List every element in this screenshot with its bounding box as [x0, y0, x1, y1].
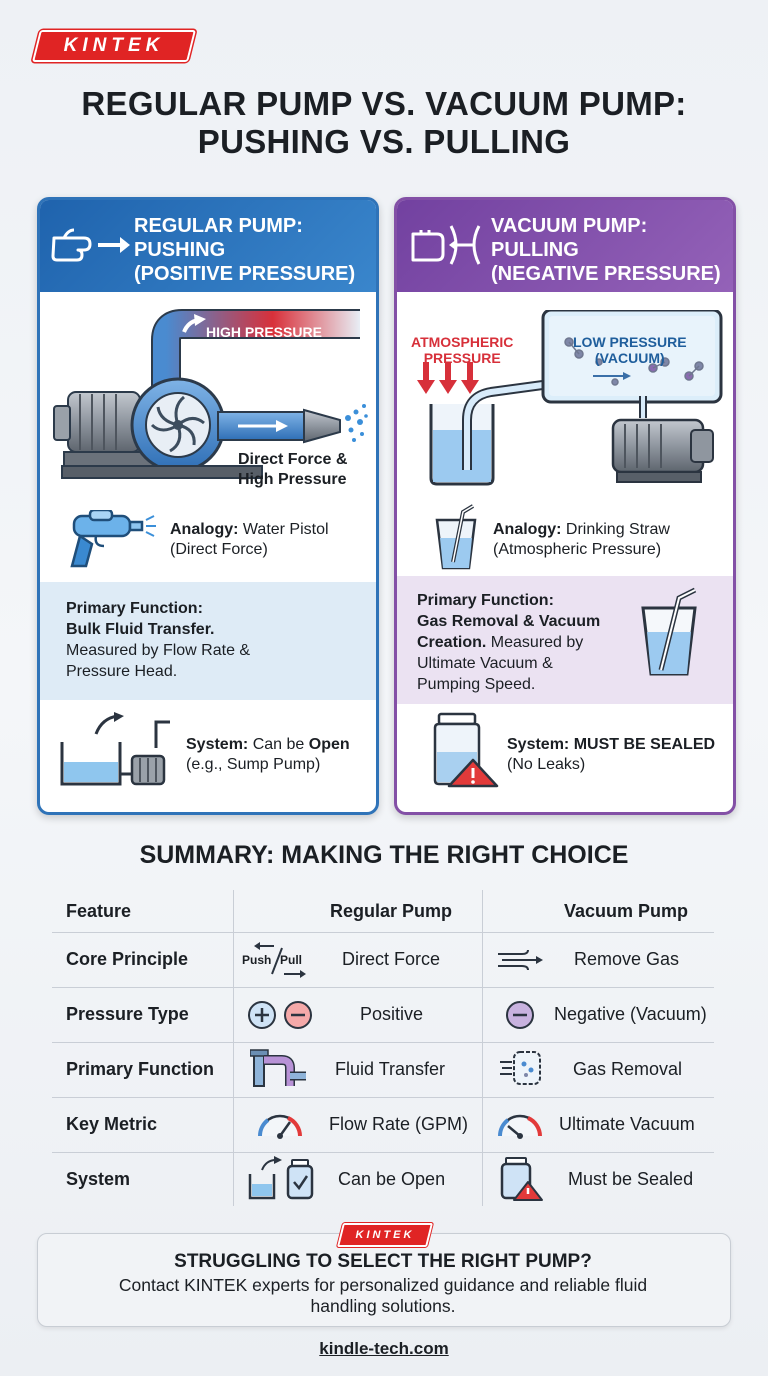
pipes-icon: [250, 1046, 310, 1090]
vacuum-pump-title: VACUUM PUMP: PULLING (NEGATIVE PRESSURE): [491, 215, 721, 285]
cta-text: Contact KINTEK experts for personalized guidance and reliable fluid handling solutions.: [118, 1275, 648, 1316]
sealed-jar-warning-icon: [427, 712, 503, 788]
table-cell-vacuum: Negative (Vacuum): [554, 1004, 707, 1024]
pointing-hand-icon: [50, 220, 130, 270]
vacuum-system: System: MUST BE SEALED (No Leaks): [507, 736, 716, 773]
vacuum-primary-function: Primary Function: Gas Removal & Vacuum Creation. Measured by Ultimate Vacuum & Pumping Speed.: [417, 592, 601, 693]
cta-title: STRUGGLING TO SELECT THE RIGHT PUMP?: [174, 1251, 592, 1272]
header-vacuum-pump: Vacuum Pump: [564, 901, 689, 921]
regular-primary-function: Primary Function: Bulk Fluid Transfer. Measured by Flow Rate & Pressure Head.: [66, 600, 251, 680]
regular-pump-title: REGULAR PUMP: PUSHING (POSITIVE PRESSURE): [134, 215, 356, 285]
sealed-jar-small-icon: [498, 1156, 544, 1202]
table-cell-regular: Can be Open: [338, 1169, 446, 1189]
table-row-feature: Core Principle: [66, 949, 189, 969]
table-row-feature: System: [66, 1169, 131, 1189]
vacuum-analogy: Analogy: Drinking Straw (Atmospheric Pressure): [493, 521, 670, 558]
header-feature: Feature: [66, 901, 132, 921]
regular-pump-panel: [37, 197, 379, 815]
website-link[interactable]: kindle-tech.com: [319, 1339, 449, 1358]
water-pistol-icon: [60, 510, 160, 574]
table-cell-regular: Direct Force: [342, 949, 441, 969]
open-tank-sump-pump-icon: [56, 712, 174, 790]
regular-pump-header: [40, 200, 376, 292]
header-regular-pump: Regular Pump: [330, 901, 453, 921]
table-row-feature: Primary Function: [66, 1059, 215, 1079]
cta-kintek-logo: KINTEK: [337, 1223, 433, 1247]
push-pull-icon: [242, 940, 312, 980]
table-cell-vacuum: Ultimate Vacuum: [559, 1114, 695, 1134]
drinking-straw-icon: [431, 502, 491, 572]
direct-force-caption: Direct Force & High Pressure: [238, 451, 348, 488]
table-row-feature: Key Metric: [66, 1114, 158, 1134]
open-tank-icon: [246, 1156, 316, 1202]
wind-arrow-icon: [496, 946, 544, 974]
high-pressure-label: HIGH PRESSURE: [206, 324, 322, 340]
atmospheric-pressure-label: ATMOSPHERIC PRESSURE: [411, 334, 514, 366]
vacuum-gauge-icon: [496, 1104, 544, 1144]
minus-icon: [504, 998, 536, 1032]
table-row-feature: Pressure Type: [66, 1004, 189, 1024]
table-cell-regular: Fluid Transfer: [335, 1059, 446, 1079]
plus-minus-icon: [246, 998, 316, 1032]
glass-with-straw-icon: [637, 586, 709, 678]
table-cell-vacuum: Gas Removal: [573, 1059, 683, 1079]
pull-icon-label: Pull: [280, 953, 303, 967]
low-pressure-label: LOW PRESSURE (VACUUM): [573, 334, 687, 366]
vacuum-pump-panel: [394, 197, 736, 815]
push-icon-label: Push: [242, 953, 272, 967]
regular-analogy: Analogy: Water Pistol (Direct Force): [170, 521, 329, 558]
regular-system: System: Can be Open (e.g., Sump Pump): [186, 736, 350, 773]
table-cell-regular: Flow Rate (GPM): [329, 1114, 469, 1134]
table-cell-vacuum: Must be Sealed: [568, 1169, 694, 1189]
page-title: REGULAR PUMP VS. VACUUM PUMP: PUSHING VS. PULLING: [81, 85, 687, 160]
gauge-icon: [256, 1104, 304, 1144]
vacuum-pump-header: [397, 200, 733, 292]
summary-title: SUMMARY: MAKING THE RIGHT CHOICE: [139, 841, 629, 869]
pulling-hand-icon: [407, 220, 487, 270]
kintek-logo: KINTEK: [32, 30, 196, 62]
table-cell-vacuum: Remove Gas: [574, 949, 680, 969]
chamber-icon: [498, 1048, 544, 1088]
table-cell-regular: Positive: [360, 1004, 424, 1024]
